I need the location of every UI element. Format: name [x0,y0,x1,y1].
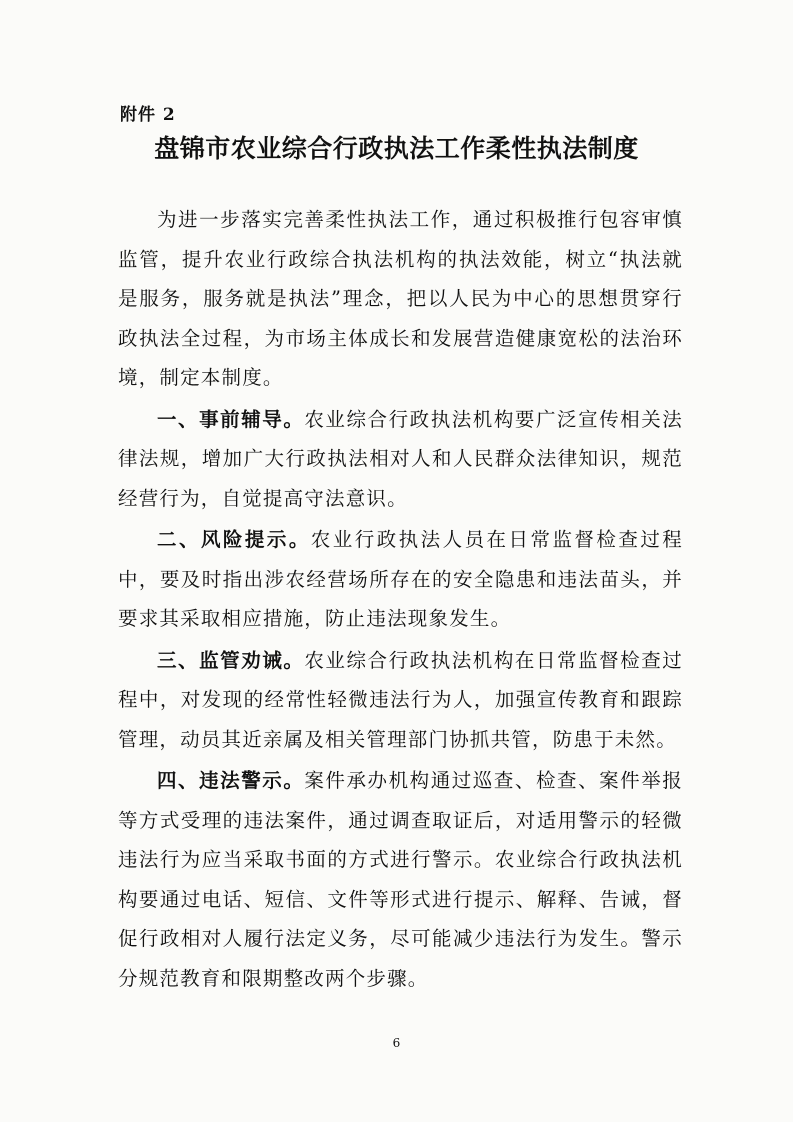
section-paragraph [118,761,683,998]
document-body [118,200,683,998]
section-paragraph [118,400,683,519]
section-paragraph [118,641,683,760]
section-heading: 一、事前辅导。 [157,407,305,431]
intro-paragraph: 为进一步落实完善柔性执法工作，通过积极推行包容审慎监管，提升农业行政综合执法机构的执法效能，树立“执法就是服务，服务就是执法”理念，把以人民为中心的思想贯穿行政执法全过程，为市场主体成长和发展营造健康宽松的法治环境，制定本制度。 [118,208,683,389]
document-title: 盘锦市农业综合行政执法工作柔性执法制度 [154,134,639,163]
section-text: 农业行政执法人员在日常监督检查过程中，要及时指出涉农经营场所存在的安全隐患和违法苗头，并要求其采取相应措施，防止违法现象发生。 [118,528,684,630]
section-paragraph [118,520,683,639]
section-heading: 四、违法警示。 [157,769,305,792]
page-number: 6 [392,1036,401,1050]
section-heading: 二、风险提示。 [157,528,311,551]
section-heading: 三、监管劝诫。 [157,648,305,672]
section-text: 农业综合行政执法机构要广泛宣传相关法律法规，增加广大行政执法相对人和人民群众法律知识，规范经营行为，自觉提高守法意识。 [118,407,683,510]
section-text: 案件承办机构通过巡查、检查、案件举报等方式受理的违法案件，通过调查取证后，对适用警示的轻微违法行为应当采取书面的方式进行警示。农业综合行政执法机构要通过电话、短信、文件等形式进行提示、解释、告诫，督促行政相对人履行法定义务，尽可能减少违法行为发生。警示分规范教育和限期整改两个步骤。 [118,769,683,990]
attachment-label: 附件 2 [120,105,176,125]
section-text: 农业综合行政执法机构在日常监督检查过程中，对发现的经常性轻微违法行为人，加强宣传教育和跟踪管理，动员其近亲属及相关管理部门协抓共管，防患于未然。 [118,648,683,751]
